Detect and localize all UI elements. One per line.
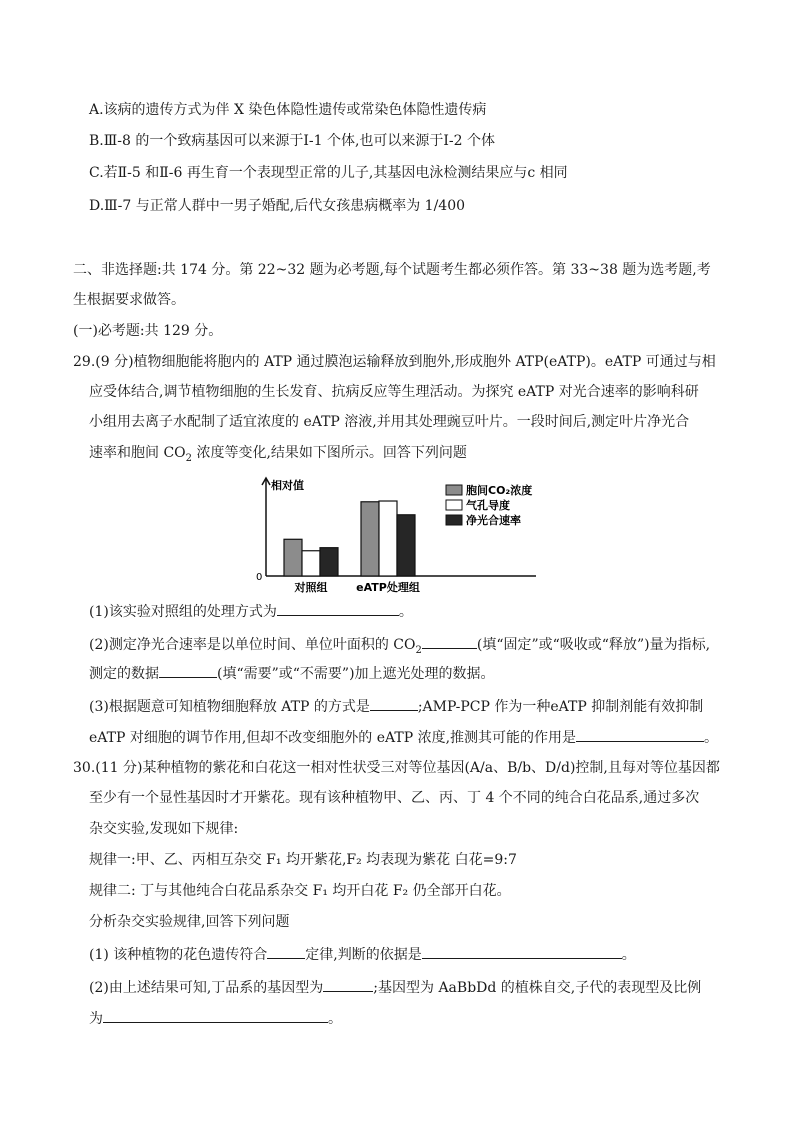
q30-rule2: 规律二: 丁与其他纯合白花品系杂交 F₁ 均开白花 F₂ 仍全部开白花。 (89, 883, 511, 899)
x-tick-label: eATP处理组 (356, 581, 420, 594)
q30-line3: 杂交实验,发现如下规律: (89, 821, 239, 837)
y-axis-label: 相对值 (271, 479, 304, 492)
bar (397, 515, 415, 576)
q30-sub1 (89, 944, 636, 965)
answer-blank[interactable] (277, 601, 399, 616)
q29-sub2-text-d: (填“需要”或“不需要”)加上遮光处理的数据。 (217, 666, 495, 682)
bar (302, 551, 320, 576)
q29-line4-text-a: 速率和胞间 CO (89, 445, 186, 461)
q30-sub2-text-b: ;基因型为 AaBbDd 的植株自交,子代的表现型及比例 (373, 980, 702, 996)
q29-sub3-text-a: (3)根据题意可知植物细胞释放 ATP 的方式是 (89, 699, 370, 715)
legend-label: 气孔导度 (466, 499, 510, 512)
option-b: B.Ⅲ-8 的一个致病基因可以来源于Ⅰ-1 个体,也可以来源于Ⅰ-2 个体 (89, 133, 496, 149)
chart-bars (284, 501, 415, 576)
answer-blank[interactable] (370, 696, 418, 711)
q30-line1: 30.(11 分)某种植物的紫花和白花这一相对性状受三对等位基因(A/a、B/b、D/d)控制,且每对等位基因都 (73, 760, 720, 776)
chart-legend (446, 483, 532, 527)
section-heading-line1: 二、非选择题:共 174 分。第 22~32 题为必考题,每个试题考生都必须作答。第 33~38 题为选考题,考 (73, 262, 711, 278)
q30-line2: 至少有一个显性基因时才开紫花。现有该种植物甲、乙、丙、丁 4 个不同的纯合白花品系,通过多次 (89, 790, 700, 806)
q29-sub3-text-c: eATP 对细胞的调节作用,但却不改变细胞外的 eATP 浓度,推测其可能的作用是 (89, 730, 577, 746)
bar (320, 548, 338, 576)
q29-sub1-end: 。 (398, 604, 413, 620)
q29-sub2-text-b: (填“固定”或“吸收或“释放”)量为指标, (476, 637, 711, 653)
legend-swatch (446, 485, 462, 495)
q29-line1: 29.(9 分)植物细胞能将胞内的 ATP 通过膜泡运输释放到胞外,形成胞外 ATP(eATP)。eATP 可通过与相 (73, 354, 716, 370)
bar (284, 539, 302, 576)
q29-sub2-line2 (89, 663, 495, 684)
q30-sub1-end: 。 (621, 947, 636, 963)
section-subheading: (一)必考题:共 129 分。 (73, 323, 223, 339)
answer-blank[interactable] (159, 663, 217, 678)
q29-sub2-text-c: 测定的数据 (89, 666, 159, 682)
answer-blank[interactable] (323, 977, 373, 992)
q30-sub1-text-b: 定律,判断的依据是 (305, 947, 422, 963)
q30-sub2-end: 。 (328, 1011, 342, 1027)
option-a: A.该病的遗传方式为伴 X 染色体隐性遗传或常染色体隐性遗传病 (89, 102, 487, 118)
q29-line4 (89, 443, 467, 469)
q29-sub3-end: 。 (704, 730, 719, 746)
q29-sub1 (89, 601, 413, 622)
legend-label: 净光合速率 (466, 514, 521, 527)
x-tick-label: 对照组 (294, 581, 328, 594)
answer-blank[interactable] (422, 944, 622, 959)
option-c: C.若Ⅱ-5 和Ⅱ-6 再生育一个表现型正常的儿子,其基因电泳检测结果应与c 相同 (89, 165, 568, 181)
q30-intro: 分析杂交实验规律,回答下列问题 (89, 914, 290, 930)
answer-blank[interactable] (576, 727, 704, 742)
q29-sub2-text-a: (2)测定净光合速率是以单位时间、单位叶面积的 CO (89, 637, 416, 653)
bar (379, 501, 397, 576)
q30-sub2-text-a: (2)由上述结果可知,丁品系的基因型为 (89, 980, 324, 996)
q29-sub3-text-b: ;AMP-PCP 作为一种eATP 抑制剂能有效抑制 (417, 699, 704, 715)
answer-blank[interactable] (103, 1008, 328, 1023)
q30-rule1: 规律一:甲、乙、丙相互杂交 F₁ 均开紫花,F₂ 均表现为紫花 白花=9:7 (89, 852, 517, 868)
answer-blank[interactable] (422, 634, 477, 649)
section-heading-line2: 生根据要求做答。 (73, 292, 185, 308)
answer-blank[interactable] (267, 944, 305, 959)
q29-sub1-text: (1)该实验对照组的处理方式为 (89, 604, 277, 620)
q29-sub2-subscript: 2 (415, 644, 422, 656)
origin-label: 0 (256, 572, 263, 583)
q30-sub2-line2 (89, 1008, 342, 1029)
q30-sub1-text-a: (1) 该种植物的花色遗传符合 (89, 947, 268, 963)
q29-sub3-line2 (89, 727, 718, 748)
q29-line4-text-b: 浓度等变化,结果如下图所示。回答下列问题 (192, 445, 467, 461)
q29-sub3-line1 (89, 696, 703, 717)
legend-label: 胞间CO₂浓度 (466, 484, 533, 497)
q30-sub2-text-c: 为 (89, 1011, 103, 1027)
legend-swatch (446, 515, 462, 525)
q29-line3: 小组用去离子水配制了适宜浓度的 eATP 溶液,并用其处理豌豆叶片。一段时间后,测定叶片净光合 (89, 414, 690, 430)
q29-line4-subscript: 2 (185, 452, 193, 464)
option-d: D.Ⅲ-7 与正常人群中一男子婚配,后代女孩患病概率为 1/400 (89, 198, 466, 214)
legend-swatch (446, 500, 462, 510)
bar-chart (246, 472, 546, 594)
q29-sub2-line1 (89, 634, 710, 661)
q30-sub2-line1 (89, 977, 701, 998)
bar (361, 502, 379, 576)
q29-line2: 应受体结合,调节植物细胞的生长发育、抗病反应等生理活动。为探究 eATP 对光合速率的影响科研 (89, 384, 699, 400)
